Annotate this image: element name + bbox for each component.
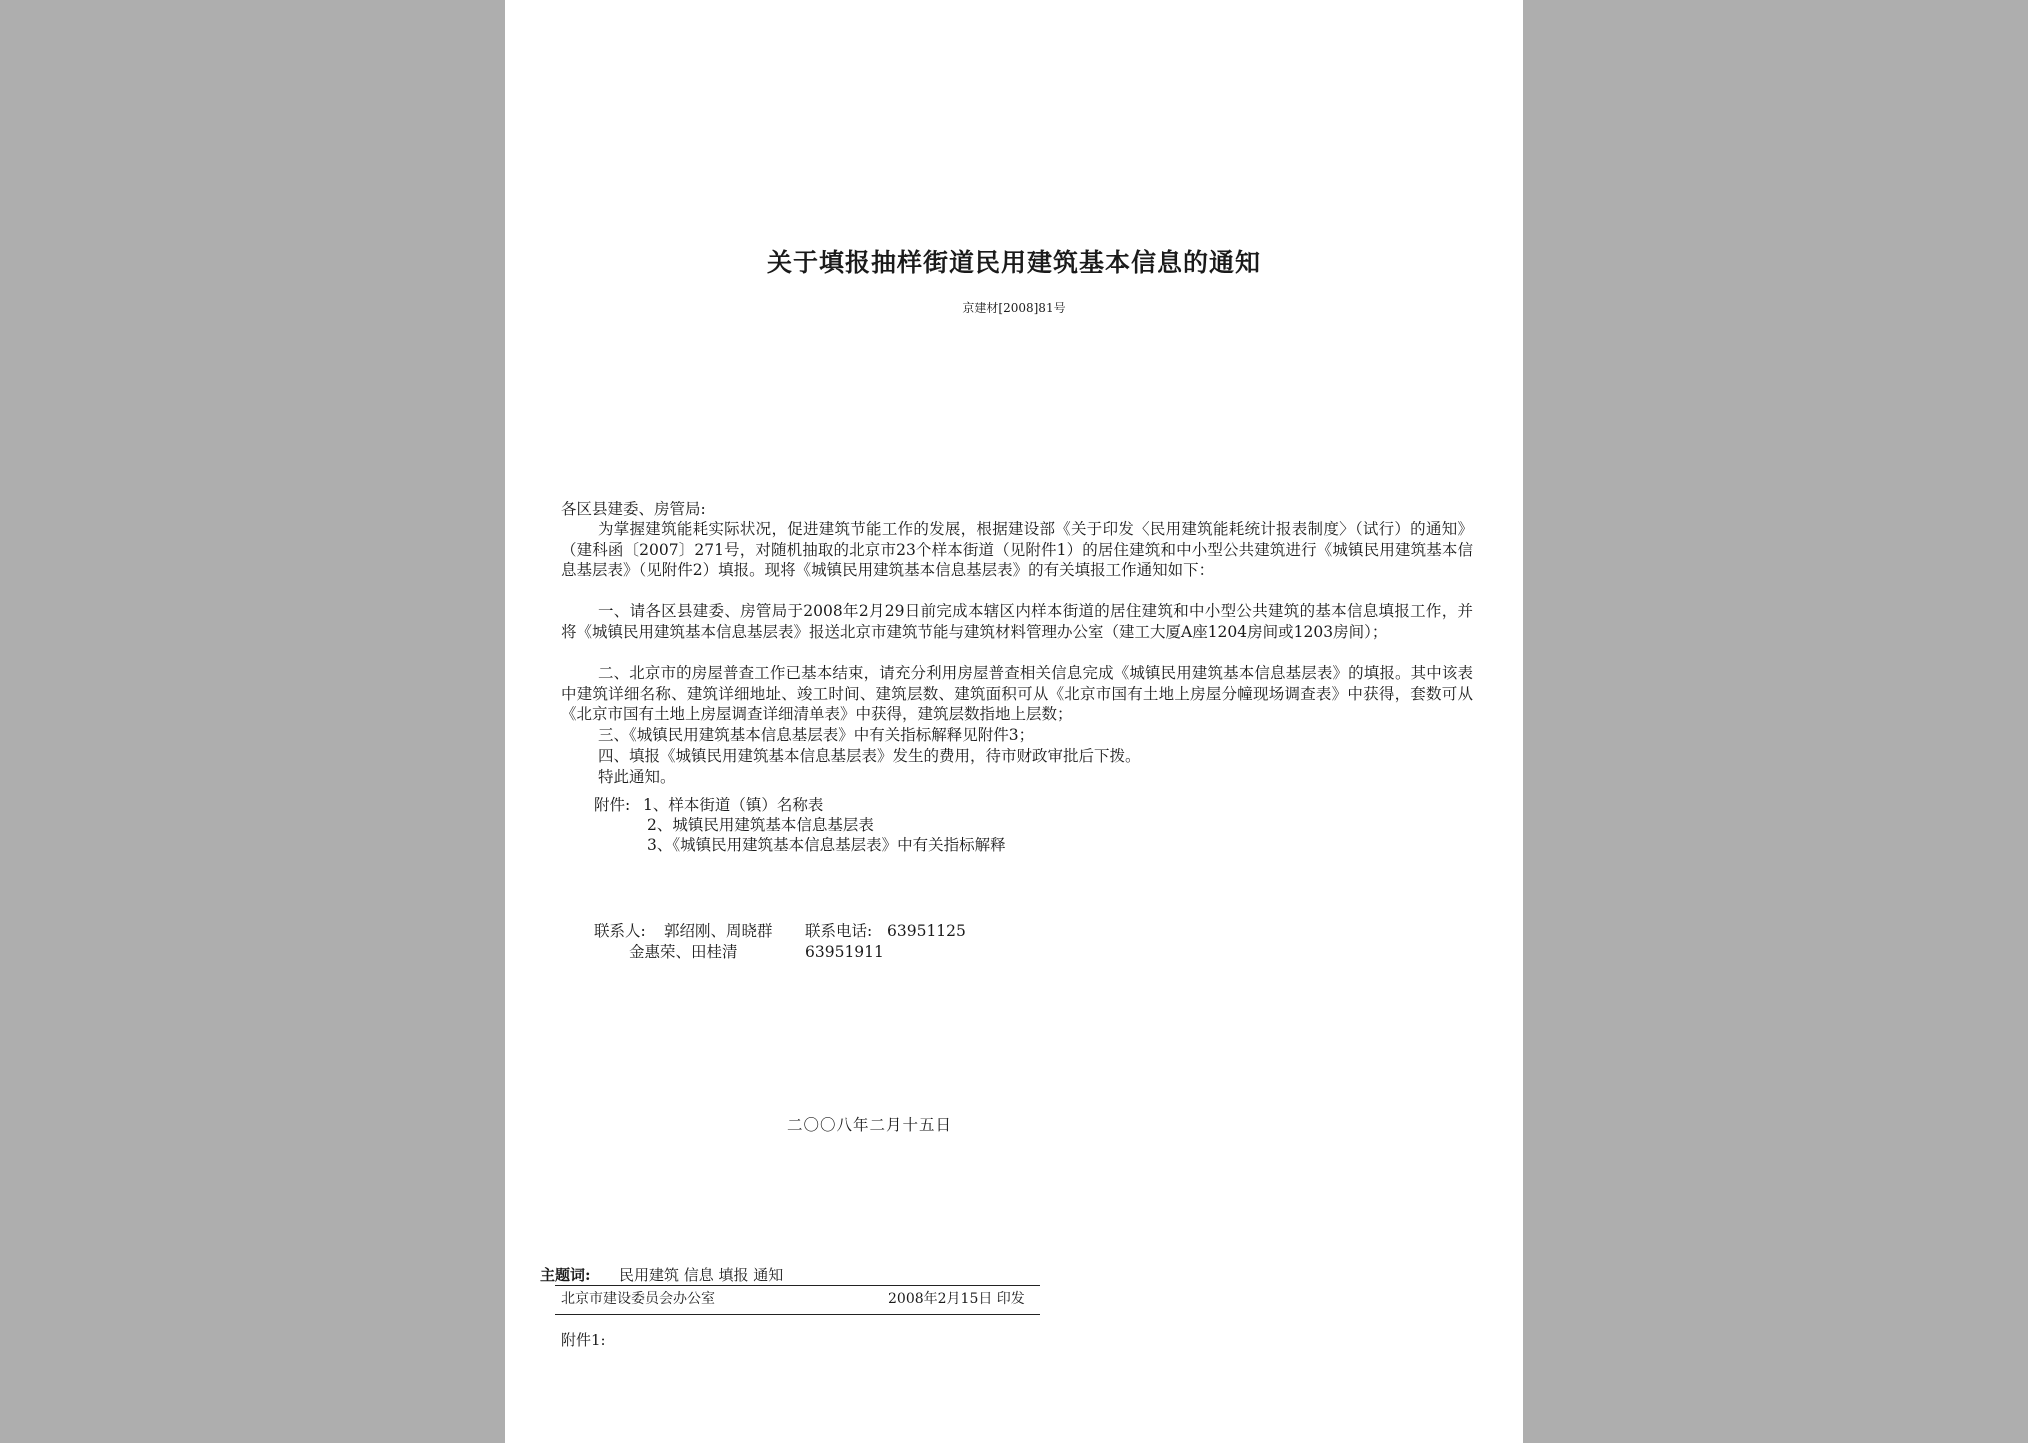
paragraph-item-4: 四、填报《城镇民用建筑基本信息基层表》发生的费用，待市财政审批后下拨。 xyxy=(598,747,1141,765)
annex-1-heading: 附件1: xyxy=(561,1331,606,1349)
issuer: 北京市建设委员会办公室 xyxy=(561,1291,715,1307)
attachment-item-3: 3、《城镇民用建筑基本信息基层表》中有关指标解释 xyxy=(647,836,1006,854)
contact-phone-2: 63951911 xyxy=(805,943,884,961)
document-date: 二〇〇八年二月十五日 xyxy=(787,1116,953,1134)
keywords: 民用建筑 信息 填报 通知 xyxy=(619,1266,784,1284)
paragraph-item-3: 三、《城镇民用建筑基本信息基层表》中有关指标解释见附件3； xyxy=(598,726,1035,744)
phone-label: 联系电话: xyxy=(805,922,873,940)
contact-names-1: 郭绍刚、周晓群 xyxy=(664,922,773,940)
divider-top xyxy=(555,1285,1040,1286)
issue-date: 2008年2月15日 印发 xyxy=(888,1291,1025,1307)
attachments-label: 附件: xyxy=(594,796,631,814)
attachment-item-2: 2、城镇民用建筑基本信息基层表 xyxy=(647,816,874,834)
paragraph-item-1: 一、请各区县建委、房管局于2008年2月29日前完成本辖区内样本街道的居住建筑和中小型公共建筑的基本信息填报工作，并将《城镇民用建筑基本信息基层表》报送北京市建筑节能与建筑材料管理办公室（建工大厦A座1204房间或1203房间）； xyxy=(561,602,1473,641)
contact-names-2: 金惠荣、田桂清 xyxy=(629,943,738,961)
contact-phone-1: 63951125 xyxy=(887,922,966,940)
keywords-label: 主题词: xyxy=(540,1266,591,1284)
contacts-label: 联系人: xyxy=(594,922,646,940)
document-page xyxy=(505,0,1523,1443)
paragraph-closing: 特此通知。 xyxy=(598,768,676,786)
paragraph-intro: 为掌握建筑能耗实际状况，促进建筑节能工作的发展，根据建设部《关于印发〈民用建筑能耗统计报表制度〉（试行）的通知》（建科函〔2007〕271号，对随机抽取的北京市23个样本街道（见附件1）的居住建筑和中小型公共建筑进行《城镇民用建筑基本信息基层表》（见附件2）填报。现将《城镇民用建筑基本信息基层表》的有关填报工作通知如下： xyxy=(561,520,1473,579)
divider-bottom xyxy=(555,1314,1040,1315)
paragraph-item-2: 二、北京市的房屋普查工作已基本结束，请充分利用房屋普查相关信息完成《城镇民用建筑基本信息基层表》的填报。其中该表中建筑详细名称、建筑详细地址、竣工时间、建筑层数、建筑面积可从《北京市国有土地上房屋分幢现场调查表》中获得，套数可从《北京市国有土地上房屋调查详细清单表》中获得，建筑层数指地上层数； xyxy=(561,664,1473,723)
document-title: 关于填报抽样街道民用建筑基本信息的通知 xyxy=(766,248,1261,277)
addressee: 各区县建委、房管局: xyxy=(561,500,706,518)
document-number: 京建材[2008]81号 xyxy=(962,301,1066,315)
attachment-item-1: 1、样本街道（镇）名称表 xyxy=(643,796,824,814)
